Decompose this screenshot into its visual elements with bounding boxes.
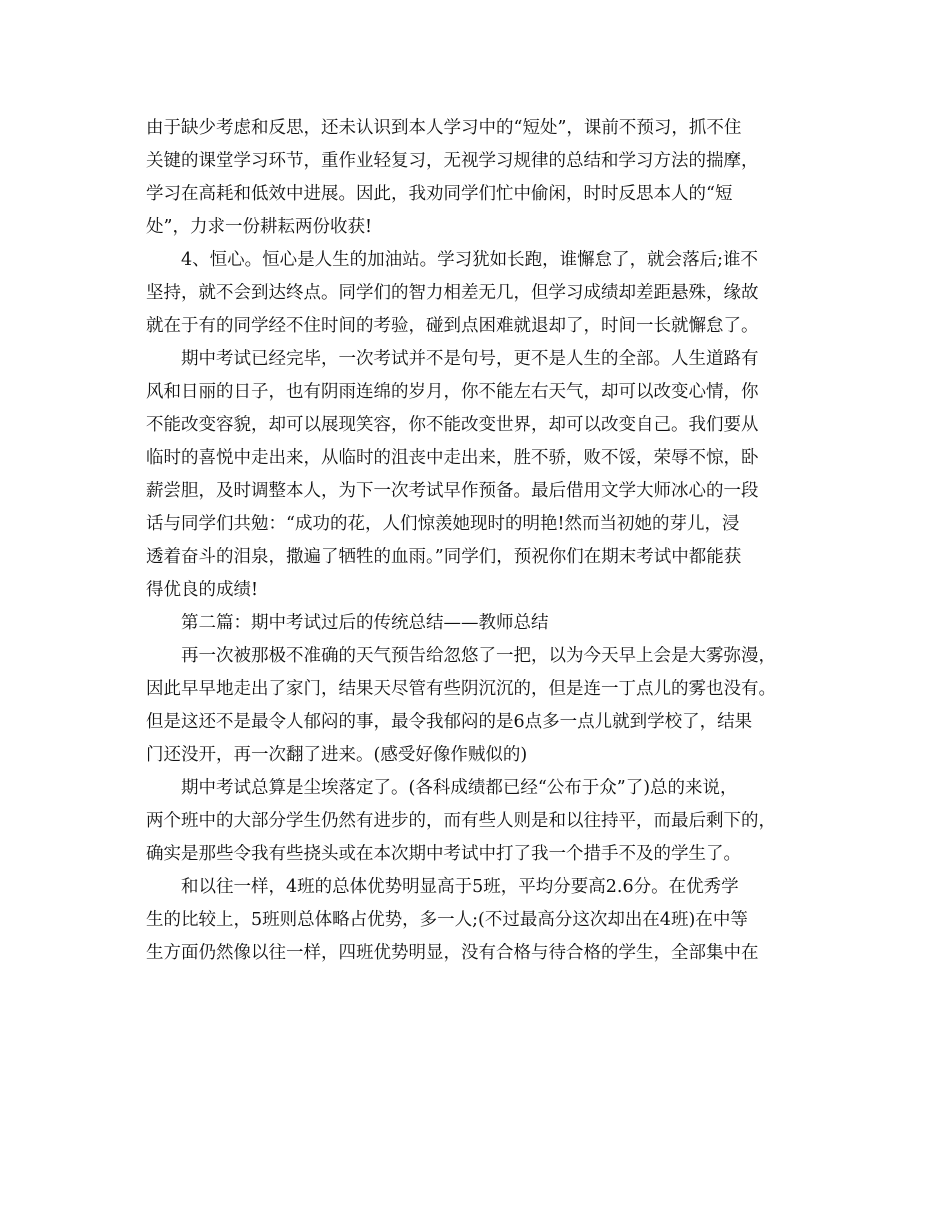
text-line: 处”，力求一份耕耘两份收获! xyxy=(146,217,372,237)
text-line: 学习在高耗和低效中进展。因此，我劝同学们忙中偷闲，时时反思本人的“短 xyxy=(146,184,733,204)
text-line: 再一次被那极不准确的天气预告给忽悠了一把，以为今天早上会是大雾弥漫， xyxy=(146,646,776,666)
text-line: 风和日丽的日子，也有阴雨连绵的岁月，你不能左右天气，却可以改变心情，你 xyxy=(146,382,759,402)
text-line: 两个班中的大部分学生仍然有进步的，而有些人则是和以往持平，而最后剩下的， xyxy=(146,811,776,831)
text-line: 期中考试已经完毕，一次考试并不是句号，更不是人生的全部。人生道路有 xyxy=(146,349,759,369)
text-line: 生方面仍然像以往一样，四班优势明显，没有合格与待合格的学生，全部集中在 xyxy=(146,943,759,963)
text-line: 得优良的成绩! xyxy=(146,580,259,600)
text-line: 门还没开，再一次翻了进来。(感受好像作贼似的) xyxy=(146,745,528,765)
text-line: 由于缺少考虑和反思，还未认识到本人学习中的“短处”，课前不预习，抓不住 xyxy=(146,118,742,138)
text-line: 临时的喜悦中走出来，从临时的沮丧中走出来，胜不骄，败不馁，荣辱不惊，卧 xyxy=(146,448,759,468)
text-line: 不能改变容貌，却可以展现笑容，你不能改变世界，却可以改变自己。我们要从 xyxy=(146,415,759,435)
text-line: 透着奋斗的泪泉，撒遍了牺牲的血雨。”同学们，预祝你们在期末考试中都能获 xyxy=(146,547,742,567)
text-line: 关键的课堂学习环节，重作业轻复习，无视学习规律的总结和学习方法的揣摩， xyxy=(146,151,759,171)
text-line: 期中考试总算是尘埃落定了。(各科成绩都已经“公布于众”了)总的来说， xyxy=(146,778,738,798)
text-line: 生的比较上，5班则总体略占优势，多一人;(不过最高分这次却出在4班)在中等 xyxy=(146,910,748,930)
text-line: 就在于有的同学经不住时间的考验，碰到点困难就退却了，时间一长就懈怠了。 xyxy=(146,316,759,336)
section-heading: 第二篇：期中考试过后的传统总结——教师总结 xyxy=(146,613,549,633)
text-line: 但是这还不是最令人郁闷的事，最令我郁闷的是6点多一点儿就到学校了，结果 xyxy=(146,712,753,732)
text-line: 坚持，就不会到达终点。同学们的智力相差无几，但学习成绩却差距悬殊，缘故 xyxy=(146,283,759,303)
text-line: 确实是那些令我有些挠头或在本次期中考试中打了我一个措手不及的学生了。 xyxy=(146,844,741,864)
text-line: 和以往一样，4班的总体优势明显高于5班，平均分要高2.6分。在优秀学 xyxy=(146,877,739,897)
text-line: 因此早早地走出了家门，结果天尽管有些阴沉沉的，但是连一丁点儿的雾也没有。 xyxy=(146,679,776,699)
text-line: 话与同学们共勉：“成功的花，人们惊羡她现时的明艳!然而当初她的芽儿，浸 xyxy=(146,514,740,534)
document-body xyxy=(146,112,806,970)
text-line: 薪尝胆，及时调整本人，为下一次考试早作预备。最后借用文学大师冰心的一段 xyxy=(146,481,759,501)
text-line: 4、恒心。恒心是人生的加油站。学习犹如长跑，谁懈怠了，就会落后;谁不 xyxy=(146,250,759,270)
